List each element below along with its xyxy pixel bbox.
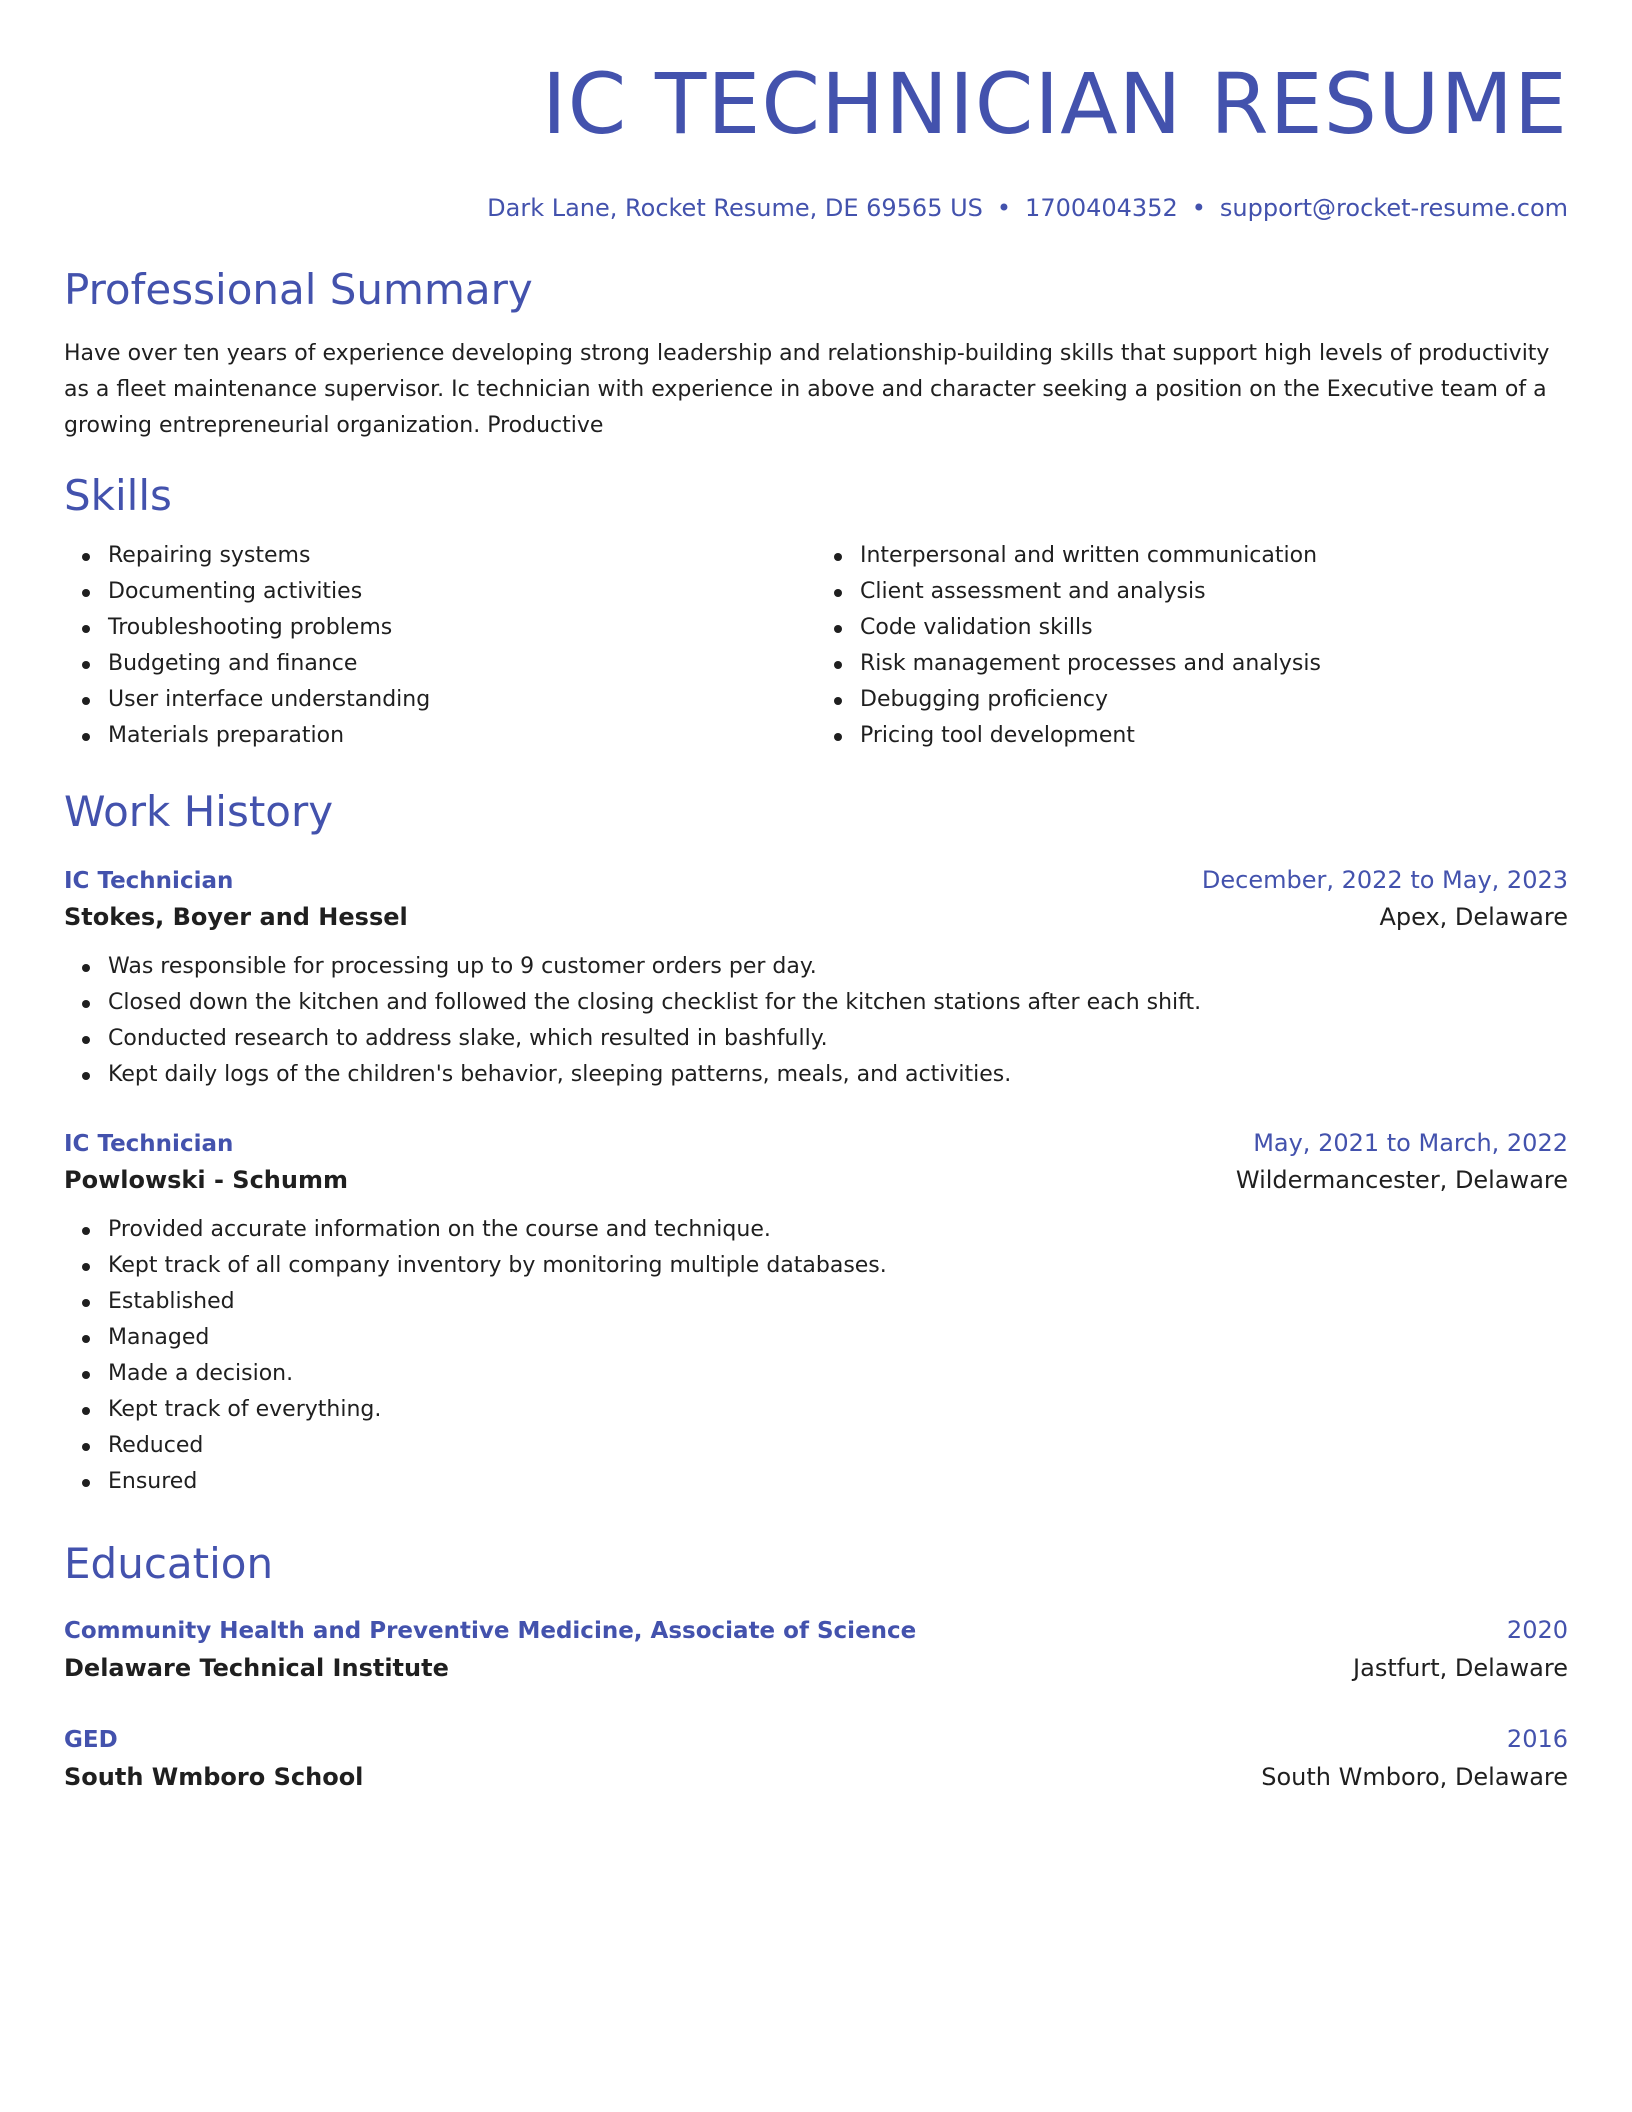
skill-item: Materials preparation [108,718,816,754]
job-duty: Ensured [108,1464,1568,1500]
education-entry [64,1612,1568,1687]
education-year: 2016 [1506,1725,1568,1753]
education-degree: Community Health and Preventive Medicine, Associate of Science [64,1618,917,1644]
education-school: Delaware Technical Institute [64,1654,449,1682]
resume-header [64,0,1568,224]
job-header-row [64,1125,1568,1162]
contact-line [64,192,1568,224]
education-school-row [64,1649,1568,1687]
job-location: Apex, Delaware [1379,903,1568,931]
skill-item: Client assessment and analysis [860,574,1568,610]
job-duty: Kept track of all company inventory by monitoring multiple databases. [108,1248,1568,1284]
job-dates: May, 2021 to March, 2022 [1253,1129,1568,1157]
summary-text: Have over ten years of experience developing strong leadership and relationship-building skills that support high levels of productivity as a fleet maintenance supervisor. Ic technician with experience in above and character seeking a position on the Executive team of a growing entrepreneurial organization. Productive [64,341,1550,438]
job-role: IC Technician [64,868,234,894]
skills-list [64,538,1568,754]
contact-separator: • [996,194,1012,222]
job-entry [64,1125,1568,1500]
job-duty: Conducted research to address slake, which resulted in bashfully. [108,1021,1568,1057]
education-school: South Wmboro School [64,1763,364,1791]
job-duty: Reduced [108,1428,1568,1464]
job-company-row [64,1162,1568,1198]
skills-column-right [816,538,1568,754]
education-year: 2020 [1506,1616,1568,1644]
skill-item: Interpersonal and written communication [860,538,1568,574]
resume-title: IC TECHNICIAN RESUME [541,55,1568,153]
job-duty: Managed [108,1320,1568,1356]
job-duty: Established [108,1284,1568,1320]
job-entry [64,862,1568,1093]
section-title-summary: Professional Summary [64,265,533,314]
job-duty: Provided accurate information on the course and technique. [108,1212,1568,1248]
skill-item: Repairing systems [108,538,816,574]
skill-item: Code validation skills [860,610,1568,646]
job-company: Stokes, Boyer and Hessel [64,903,408,931]
contact-address: Dark Lane, Rocket Resume, DE 69565 US [487,194,983,222]
education-header-row [64,1721,1568,1758]
job-duty: Kept daily logs of the children's behavior, sleeping patterns, meals, and activities. [108,1057,1568,1093]
education-location: Jastfurt, Delaware [1353,1654,1568,1682]
job-location: Wildermancester, Delaware [1235,1166,1568,1194]
section-title-skills: Skills [64,471,172,520]
skill-item: Documenting activities [108,574,816,610]
education-school-row [64,1758,1568,1796]
job-dates: December, 2022 to May, 2023 [1201,866,1568,894]
contact-email: support@rocket-resume.com [1219,194,1568,222]
education-degree: GED [64,1727,118,1753]
skill-item: User interface understanding [108,682,816,718]
job-role: IC Technician [64,1131,234,1157]
job-duty: Closed down the kitchen and followed the closing checklist for the kitchen stations after each shift. [108,985,1568,1021]
job-duty: Was responsible for processing up to 9 customer orders per day. [108,949,1568,985]
education-header-row [64,1612,1568,1649]
contact-separator: • [1191,194,1206,222]
section-title-work-history: Work History [64,787,334,836]
job-duties [64,1212,1568,1500]
job-duty: Kept track of everything. [108,1392,1568,1428]
job-duties [64,949,1568,1093]
education-location: South Wmboro, Delaware [1261,1763,1568,1791]
skills-column-left [64,538,816,754]
job-company-row [64,899,1568,935]
education-entry [64,1721,1568,1796]
skill-item: Debugging proficiency [860,682,1568,718]
section-title-education: Education [64,1539,274,1588]
skill-item: Risk management processes and analysis [860,646,1568,682]
job-duty: Made a decision. [108,1356,1568,1392]
skill-item: Budgeting and finance [108,646,816,682]
job-company: Powlowski - Schumm [64,1166,348,1194]
job-header-row [64,862,1568,899]
skill-item: Troubleshooting problems [108,610,816,646]
contact-phone: 1700404352 [1025,194,1178,222]
skill-item: Pricing tool development [860,718,1568,754]
